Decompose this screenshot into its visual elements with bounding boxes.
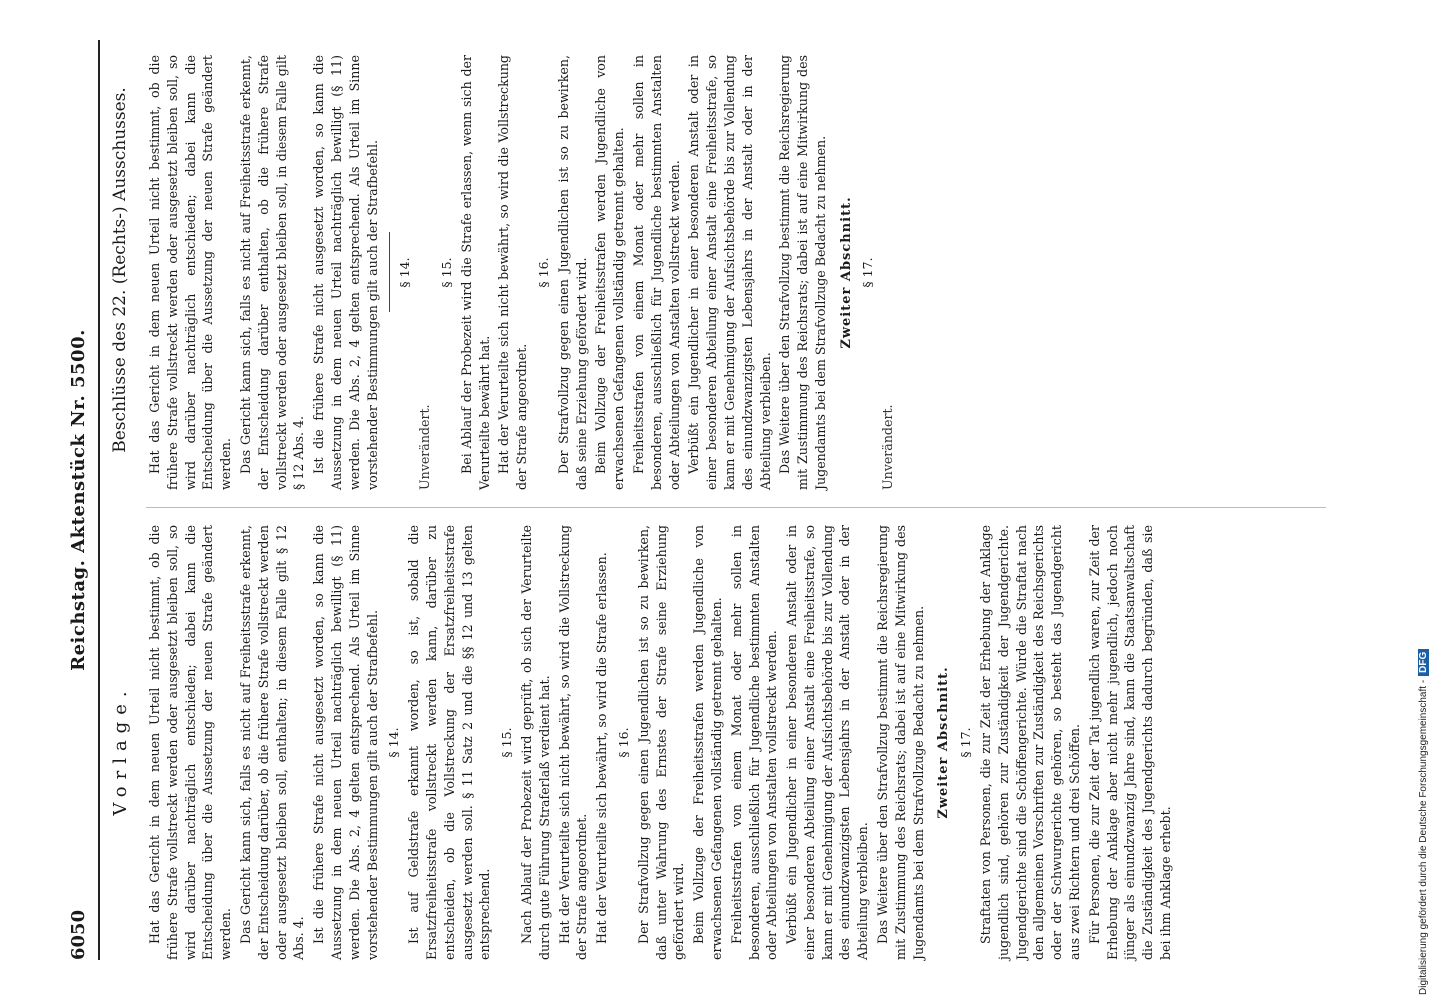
section-heading-15: § 15.: [438, 257, 454, 288]
digitization-credit: [1418, 649, 1429, 995]
left-paragraph: Straftaten von Personen, die zur Zeit der Erhebung der Anklage jugendlich sind, gehören zur Zuständigkeit der Jugendgerichte. Jugendgerichte sind die Schöffengerichte. Würde die Straftat nach den allgemeinen Vorschriften zur Zuständigkeit des Reichsgerichts oder der Schwurgerichte gehören, so besteht das Jugendgericht aus zwei Richtern und drei Schöffen.: [978, 525, 1083, 960]
unchanged-note: Unverändert.: [417, 404, 433, 490]
separator-rule: [389, 233, 390, 313]
right-paragraph: Ist die frühere Strafe nicht ausgesetzt worden, so kann die Aussetzung in dem neuen Urteil nachträglich bewilligt (§ 11) werden. Die Abs. 2, 4 gelten entsprechend. Als Urteil im Sinne vorstehender Bestimmungen gilt auch der Strafbefehl.: [311, 55, 380, 490]
right-paragraph: Das Weitere über den Strafvollzug bestimmt die Reichsregierung mit Zustimmung des Reichsrats; dabei ist auf eine Mitwirkung des Jugendamts bei dem Strafvollzuge Bedacht zu nehmen.: [777, 55, 828, 490]
section-heading-14: § 14.: [386, 727, 402, 758]
right-paragraph: Freiheitsstrafen von einem Monat oder mehr sollen in besonderen, ausschließlich für Jugendliche bestimmten Anstalten oder Abteilungen von Anstalten vollstreckt werden.: [630, 55, 682, 490]
left-paragraph: Ist die frühere Strafe nicht ausgesetzt worden, so kann die Aussetzung in dem neuen Urteil nachträglich bewilligt (§ 11) werden. Die Abs. 2, 4 gelten entsprechend. Als Urteil im Sinne vorstehender Bestimmungen gilt auch der Strafbefehl.: [311, 525, 380, 960]
section-heading-17: § 17.: [860, 257, 876, 288]
section-heading-17: § 17.: [958, 727, 974, 758]
section-heading-16: § 16.: [535, 257, 551, 288]
column-divider: [146, 507, 1326, 508]
subsection-title-zweiter-abschnitt: Zweiter Abschnitt.: [936, 666, 952, 819]
unchanged-note: Unverändert.: [880, 404, 896, 490]
left-column-heading: Vorlage.: [110, 684, 131, 816]
document-page: [62, 40, 1332, 960]
left-paragraph: Für Personen, die zur Zeit der Tat jugendlich waren, zur Zeit der Erhebung der Anklage aber nicht mehr jugendlich, jedoch noch jünger als einundzwanzig Jahre sind, kann die Staatsanwaltschaft die Zuständigkeit des Jugendgerichts dadurch begründen, daß sie bei ihm Anklage erhebt.: [1086, 525, 1174, 960]
left-paragraph: Verbüßt ein Jugendlicher in einer besonderen Anstalt oder in einer besonderen Abteilung einer Anstalt eine Freiheitsstrafe, so kann er mit Genehmigung der Aufsichtsbehörde bis zur Vollendung des einundzwanzigsten Lebensjahrs in der Anstalt oder in der Abteilung verbleiben.: [784, 525, 871, 960]
subsection-title-zweiter-abschnitt: Zweiter Abschnitt.: [838, 196, 854, 349]
left-column-vorlage: [146, 525, 1177, 960]
left-paragraph: Das Weitere über den Strafvollzug bestimmt die Reichsregierung mit Zustimmung des Reichsrats; dabei ist auf eine Mitwirkung des Jugendamts bei dem Strafvollzuge Bedacht zu nehmen.: [875, 525, 926, 960]
right-paragraph: Bei Ablauf der Probezeit wird die Strafe erlassen, wenn sich der Verurteilte bewährt hat.: [458, 55, 492, 490]
left-paragraph: Das Gericht kann sich, falls es nicht auf Freiheitsstrafe erkennt, der Entscheidung darüber, ob die frühere Strafe vollstreckt werden oder ausgesetzt bleiben soll, enthalten; in diesem Falle gilt § 12 Abs. 4.: [237, 525, 307, 960]
right-paragraph: Beim Vollzuge der Freiheitsstrafen werden Jugendliche von erwachsenen Gefangenen vollständig getrennt gehalten.: [593, 55, 627, 490]
page-number: 6050: [68, 909, 89, 960]
right-column-beschluesse: [146, 55, 899, 490]
right-paragraph: Hat der Verurteilte sich nicht bewährt, so wird die Vollstreckung der Strafe angeordnet.: [496, 55, 530, 490]
right-paragraph: Hat das Gericht in dem neuen Urteil nicht bestimmt, ob die frühere Strafe vollstreckt werden oder ausgesetzt bleiben soll, so wird darüber nachträglich entschieden; dabei kann die Entscheidung über die Aussetzung der neuen Strafe geändert werden.: [147, 55, 234, 490]
left-paragraph: Hat das Gericht in dem neuen Urteil nicht bestimmt, ob die frühere Strafe vollstreckt werden oder ausgesetzt bleiben soll, so wird darüber nachträglich entschieden; dabei kann die Entscheidung über die Aussetzung der neuen Strafe geändert werden.: [147, 525, 234, 960]
left-paragraph: Nach Ablauf der Probezeit wird geprüft, ob sich der Verurteilte durch gute Führung Straferlaß verdient hat.: [518, 525, 552, 960]
left-paragraph: Hat der Verurteilte sich nicht bewährt, so wird die Vollstreckung der Strafe angeordnet.: [556, 525, 590, 960]
right-paragraph: Das Gericht kann sich, falls es nicht auf Freiheitsstrafe erkennt, der Entscheidung darüber enthalten, ob die frühere Strafe vollstreckt werden oder ausgesetzt bleiben soll, in diesem Falle gilt § 12 Abs. 4.: [237, 55, 307, 490]
left-paragraph: Hat der Verurteilte sich bewährt, so wird die Strafe erlassen.: [594, 552, 610, 944]
left-paragraph: Ist auf Geldstrafe erkannt worden, so ist, sobald die Ersatzfreiheitsstrafe vollstreckt werden kann, darüber zu entscheiden, ob die Vollstreckung der Ersatzfreiheitsstrafe ausgesetzt werden soll. § 11 Satz 2 und die §§ 12 und 13 gelten entsprechend.: [406, 525, 493, 960]
section-heading-16: § 16.: [615, 727, 631, 758]
left-paragraph: Beim Vollzuge der Freiheitsstrafen werden Jugendliche von erwachsenen Gefangenen vollständig getrennt gehalten.: [691, 525, 724, 960]
left-paragraph: Der Strafvollzug gegen einen Jugendlichen ist so zu bewirken, daß unter Wahrung des Ernstes der Strafe seine Erziehung gefördert wird.: [635, 525, 687, 960]
section-heading-15: § 15.: [499, 727, 515, 758]
page-header: [62, 40, 100, 960]
right-column-heading: Beschlüsse des 22. (Rechts-) Ausschusses.: [110, 87, 130, 453]
right-paragraph: Verbüßt ein Jugendlicher in einer besonderen Anstalt oder in einer besonderen Abteilung einer Anstalt eine Freiheitsstrafe, so kann er mit Genehmigung der Aufsichtsbehörde bis zur Vollendung des einundzwanzigsten Lebensjahrs in der Anstalt oder in der Abteilung verbleiben.: [686, 55, 773, 490]
section-heading-14: § 14.: [397, 257, 413, 288]
credit-text: Digitalisierung gefördert durch die Deutsche Forschungsgemeinschaft -: [1418, 679, 1429, 995]
left-paragraph: Freiheitsstrafen von einem Monat oder mehr sollen in besonderen, ausschließlich für Jugendliche bestimmten Anstalten oder Abteilungen von Anstalten vollstreckt werden.: [728, 525, 780, 960]
page-title: Reichstag. Aktenstück Nr. 5500.: [68, 329, 89, 671]
right-paragraph: Der Strafvollzug gegen einen Jugendlichen ist so zu bewirken, daß seine Erziehung gefördert wird.: [555, 55, 589, 490]
dfg-logo: DFG: [1418, 649, 1429, 676]
